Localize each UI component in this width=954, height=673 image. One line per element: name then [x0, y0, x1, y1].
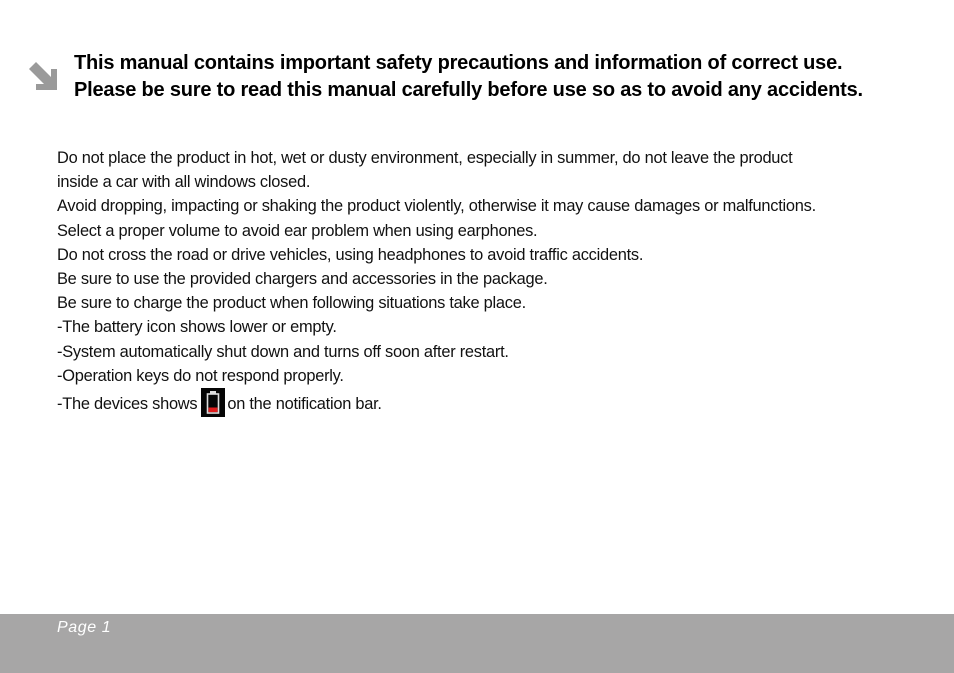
instruction-line-battery	[57, 388, 927, 417]
instruction-line: -The battery icon shows lower or empty.	[57, 318, 337, 337]
instruction-line: Select a proper volume to avoid ear problem when using earphones.	[57, 221, 538, 240]
instruction-line: -Operation keys do not respond properly.	[57, 366, 344, 385]
arrow-down-right-icon	[28, 60, 60, 92]
instruction-line: Be sure to use the provided chargers and accessories in the package.	[57, 270, 548, 289]
instruction-line: -System automatically shut down and turns off soon after restart.	[57, 342, 509, 361]
instruction-text-after-icon: on the notification bar.	[227, 395, 382, 414]
page-number: Page 1	[57, 619, 112, 636]
low-battery-icon	[201, 388, 225, 417]
instruction-text-before-icon: -The devices shows	[57, 395, 198, 414]
instruction-line: Avoid dropping, impacting or shaking the product violently, otherwise it may cause damages or malfunctions.	[57, 197, 816, 216]
instruction-line: inside a car with all windows closed.	[57, 173, 311, 192]
heading-line-2: Please be sure to read this manual carefully before use so as to avoid any accidents.	[74, 79, 863, 101]
safety-notice-heading	[74, 50, 944, 104]
safety-instructions	[57, 146, 927, 417]
instruction-line: Do not place the product in hot, wet or dusty environment, especially in summer, do not leave the product	[57, 149, 793, 167]
instruction-line: Do not cross the road or drive vehicles, using headphones to avoid traffic accidents.	[57, 245, 644, 264]
instruction-line: Be sure to charge the product when following situations take place.	[57, 294, 526, 313]
heading-line-1: This manual contains important safety precautions and information of correct use.	[74, 52, 843, 74]
page-footer	[0, 614, 954, 673]
